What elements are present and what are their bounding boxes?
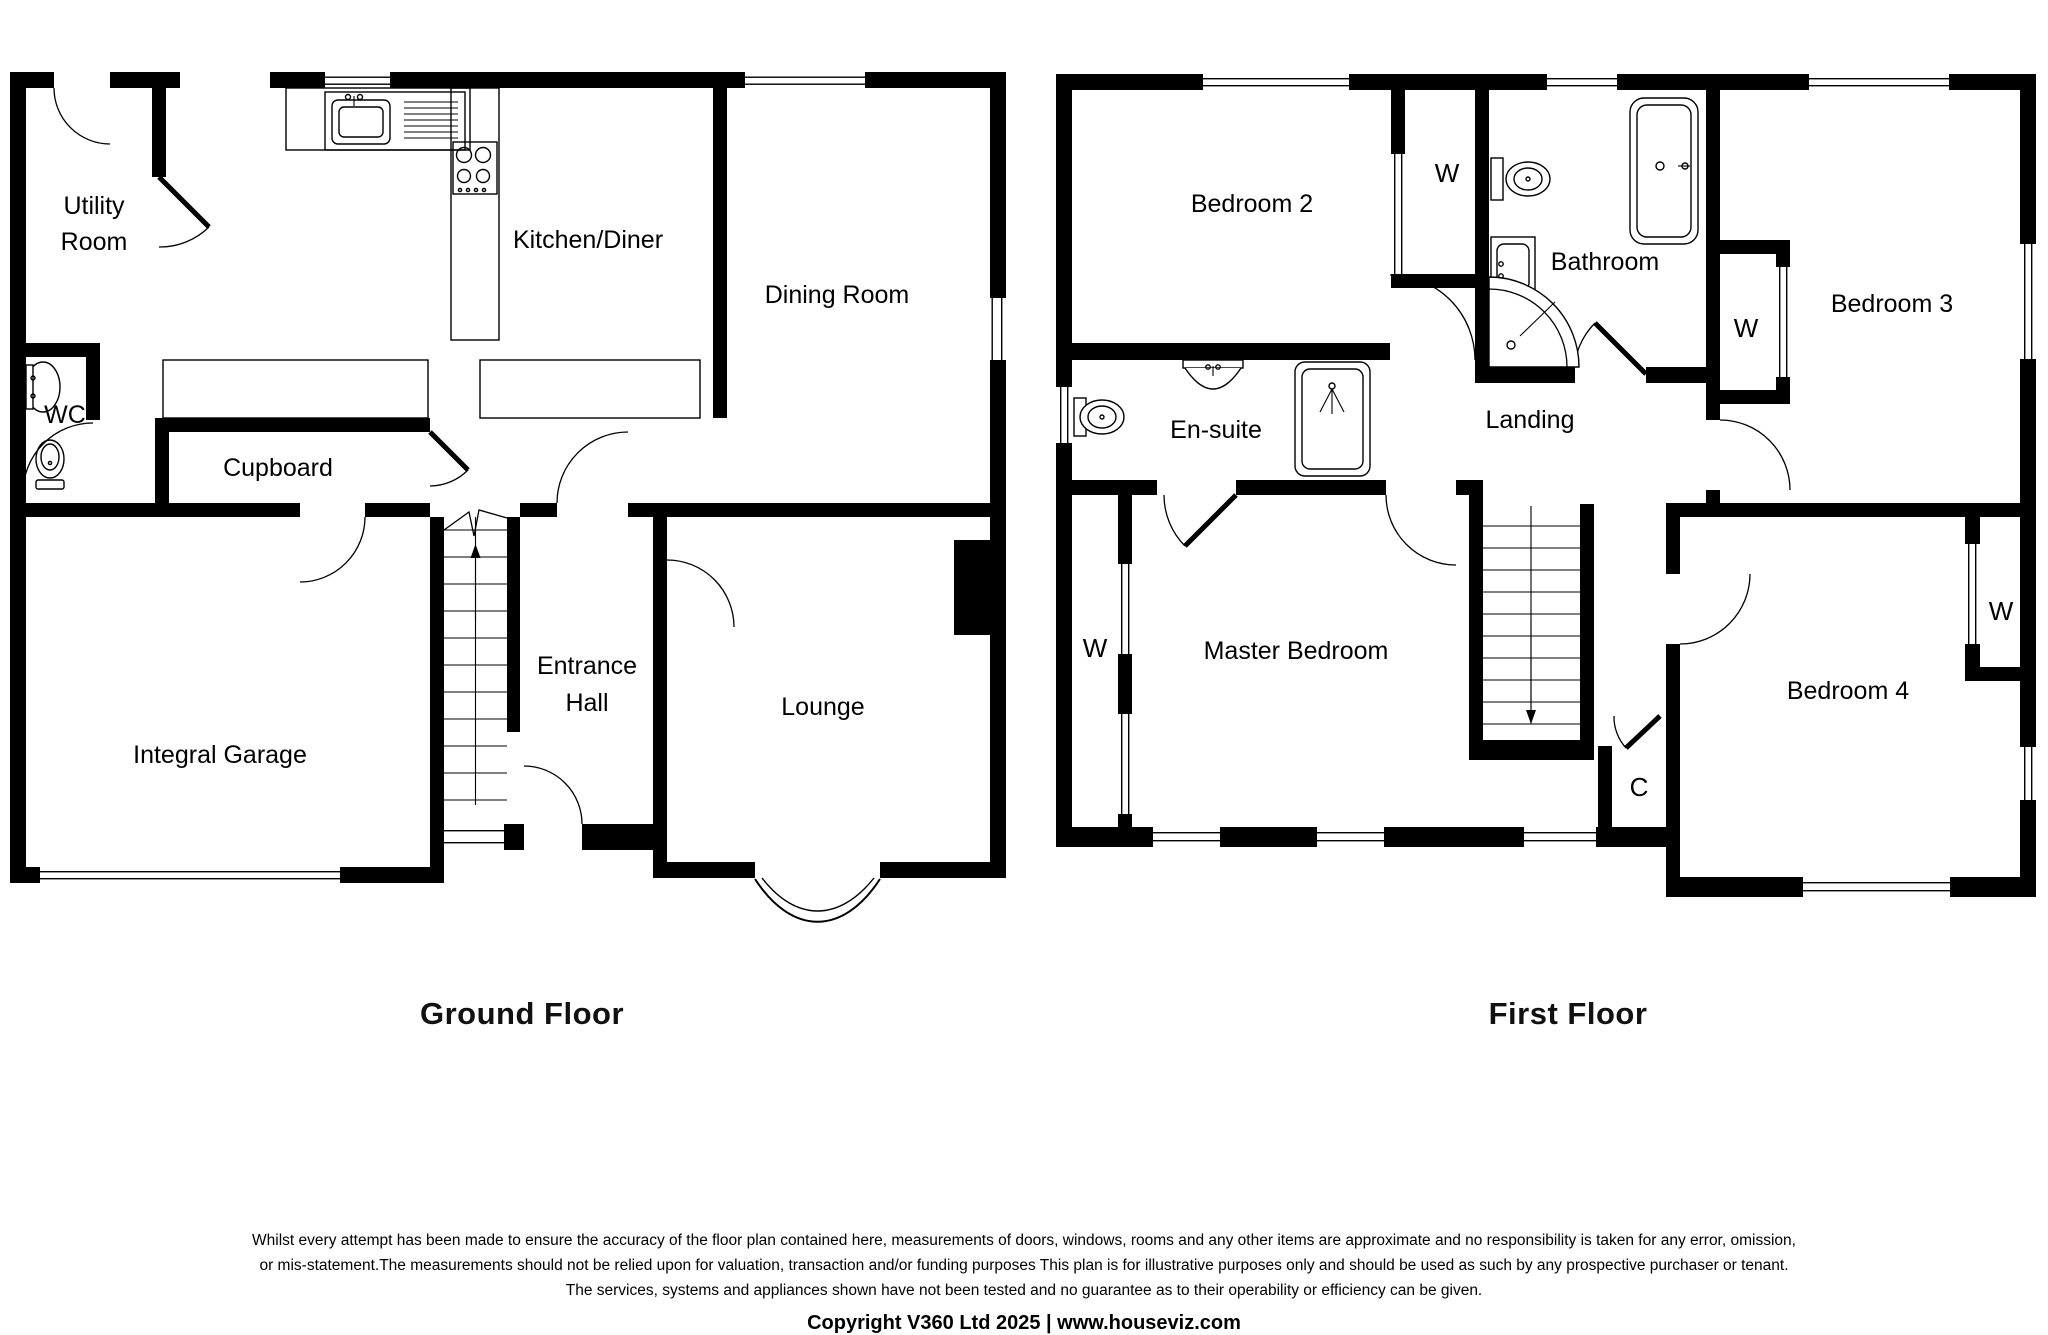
garage-internal-door (300, 517, 365, 582)
stair-up-arrow (471, 544, 481, 558)
garage-label: Integral Garage (133, 741, 307, 769)
ensuite-sink-icon (1183, 360, 1243, 389)
cupboard-door-leaf (430, 432, 468, 470)
ground-floor-title: Ground Floor (419, 996, 625, 1031)
wardrobe-marker-bedroom4: W (1988, 596, 2014, 626)
cupboard-label: Cupboard (223, 454, 333, 482)
cupboard-marker: C (1629, 772, 1649, 802)
master-bedroom-door (1386, 495, 1456, 565)
bedroom3-label: Bedroom 3 (1830, 290, 1954, 318)
utility-exterior-door (54, 88, 110, 144)
bay-window (755, 878, 880, 922)
cupboard-door (430, 470, 468, 486)
ensuite-door (1164, 495, 1185, 546)
first-floor-plan (1056, 74, 2040, 900)
staircase-up (444, 510, 507, 805)
utility-room-label-2: Room (60, 228, 128, 256)
garage-door (40, 871, 340, 879)
cupboard-c-door (1614, 716, 1626, 748)
staircase-down (1483, 506, 1580, 724)
master-bedroom-label: Master Bedroom (1203, 637, 1389, 665)
ensuite-label: En-suite (1170, 416, 1262, 444)
disclaimer (0, 1228, 2048, 1335)
wardrobe-marker-master: W (1082, 633, 1108, 663)
dining-room-label: Dining Room (764, 281, 910, 309)
wc-label: WC (44, 401, 86, 429)
utility-room-label: Utility (63, 192, 125, 220)
ensuite-shower-icon (1295, 362, 1370, 476)
first-floor-title: First Floor (1488, 996, 1648, 1031)
disclaimer-line-1: Whilst every attempt has been made to ensure the accuracy of the floor plan contained here, measurements of doors, windows, rooms and any other items are approximate and no responsibility is taken for any error, omission, (252, 1232, 1796, 1249)
lounge-label: Lounge (781, 693, 865, 721)
front-door (524, 766, 582, 824)
entrance-hall-label: Entrance (536, 652, 638, 680)
wardrobe-marker-bedroom2: W (1434, 158, 1460, 188)
stair-down-arrow (1526, 710, 1536, 724)
ensuite-door-leaf (1185, 495, 1236, 546)
kitchen-diner-label: Kitchen/Diner (512, 226, 664, 254)
bathtub-icon (1630, 98, 1698, 244)
ground-floor-plan (10, 0, 1006, 950)
disclaimer-line-3: The services, systems and appliances shown have not been tested and no guarantee as to their operability or efficiency can be given. (565, 1282, 1483, 1299)
ground-floor-doors (23, 88, 734, 824)
ground-floor-labels (44, 192, 909, 769)
kitchen-hall-door (557, 432, 628, 503)
lounge-door (667, 560, 734, 627)
bathroom-label: Bathroom (1550, 248, 1660, 276)
landing-label: Landing (1485, 406, 1575, 434)
utility-kitchen-door-leaf (159, 177, 209, 227)
first-floor-labels (1083, 158, 2014, 802)
utility-kitchen-door (159, 227, 209, 247)
entrance-hall-label-2: Hall (565, 689, 609, 717)
bedroom3-door (1720, 420, 1790, 490)
corner-shower-icon (1489, 277, 1579, 367)
cupboard-c-door-leaf (1626, 716, 1660, 748)
bathroom-toilet-icon (1491, 158, 1550, 200)
bathroom-door-leaf (1595, 323, 1646, 374)
bedroom4-door (1680, 574, 1750, 644)
kitchen-sink-icon (325, 92, 465, 150)
copyright-text: Copyright V360 Ltd 2025 | www.houseviz.com (807, 1312, 1241, 1334)
bedroom4-label: Bedroom 4 (1786, 677, 1910, 705)
wardrobe-marker-bedroom3: W (1733, 313, 1759, 343)
hob-icon (453, 142, 497, 194)
disclaimer-line-2: or mis-statement.The measurements should not be relied upon for valuation, transaction and/or funding purposes This plan is for illustrative purposes only and should be used as such by any prospective purchaser or tenant. (259, 1257, 1789, 1274)
chimney-breast (954, 540, 990, 635)
bedroom2-label: Bedroom 2 (1190, 190, 1314, 218)
ensuite-toilet-icon (1074, 398, 1124, 436)
